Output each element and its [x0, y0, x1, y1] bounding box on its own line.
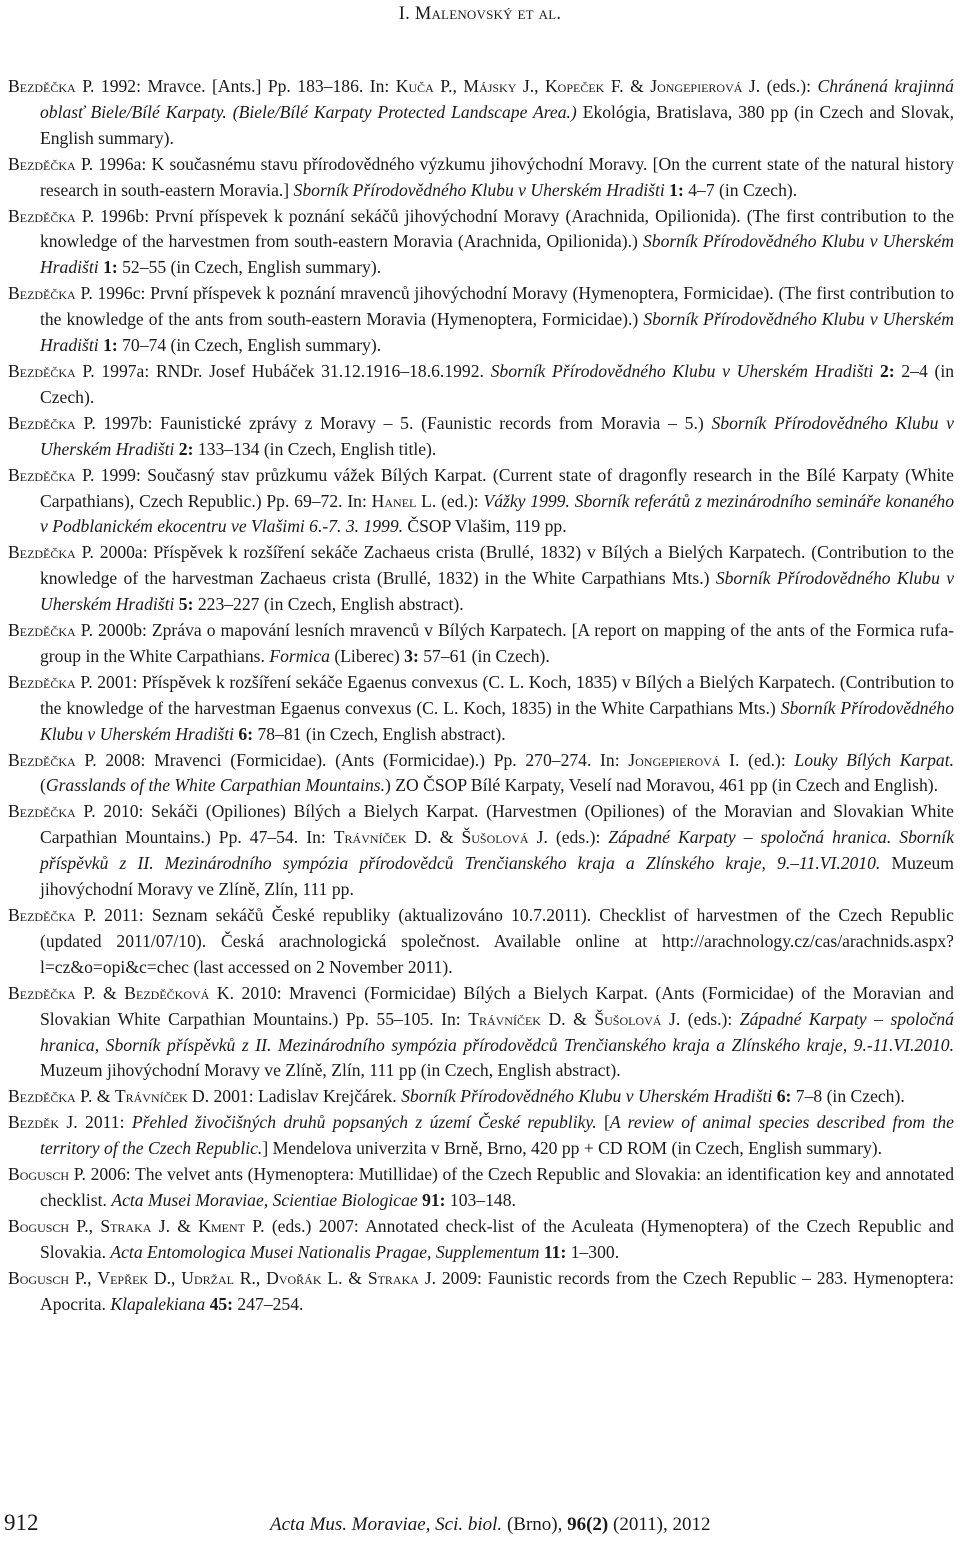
reference-entry: Bezděčka P. 1997b: Faunistické zprávy z Moravy – 5. (Faunistic records from Moravia – 5.) Sborník Přírodovědného Klubu v Uherském Hradišti 2: 133–134 (in Czech, English title). — [8, 412, 954, 459]
reference-entry: Bezděčka P. 1999: Současný stav průzkumu vážek Bílých Karpat. (Current state of dragonfly research in the Bílé Karpaty (White Carpathians), Czech Republic.) Pp. 69–72. In: Hanel L. (ed.): Vážky 1999. Sborník referátů z mezinárodního semináře konaného v Podblanickém ekocentru ve Vlašimi 6.-7. 3. 1999. ČSOP Vlašim, 119 pp. — [8, 464, 954, 537]
reference-entry: Bezděčka P. 2011: Seznam sekáčů České republiky (aktualizováno 10.7.2011). Checklist of harvestmen of the Czech Republic (updated 2011/07/10). Česká arachnologická společnost. Available online at http://arachnology.cz/cas/arachnids.aspx?l=cz&o=opi&c=chec (last accessed on 2 November 2011). — [8, 905, 954, 977]
reference-entry: Bezděčka P. 2001: Příspěvek k rozšíření sekáče Egaenus convexus (C. L. Koch, 1835) v Bílých a Bielých Karpatech. (Contribution to the knowledge of the harvestman Egaenus convexus (C. L. Koch, 1835) in the White Carpathians Mts.) Sborník Přírodovědného Klubu v Uherském Hradišti 6: 78–81 (in Czech, English abstract). — [8, 671, 955, 744]
reference-entry: Bezděčka P. & Bezděčková K. 2010: Mravenci (Formicidae) Bílých a Bielych Karpat. (Ants (Formicidae) of the Moravian and Slovakian White Carpathian Mountains.) Pp. 55–105. In: Trávníček D. & Šušolová J. (eds.): Západné Karpaty – spoločná hranica, Sborník příspěvků z II. Mezinárodního sympózia přírodovědců Trenčianského kraja a Zlínského kraje, 9.-11.VI.2010. Muzeum jihovýchodní Moravy ve Zlíně, Zlín, 111 pp (in Czech, English abstract). — [8, 982, 954, 1081]
journal-citation: Acta Mus. Moraviae, Sci. biol. (Brno), 96(2) (2011), 2012 — [270, 1514, 711, 1535]
reference-entry: Bezděk J. 2011: Přehled živočišných druhů popsaných z území České republiky. [A review of animal species described from the territory of the Czech Republic.] Mendelova univerzita v Brně, Brno, 420 pp + CD ROM (in Czech, English summary). — [8, 1112, 954, 1159]
reference-entry: Bezděčka P. 1997a: RNDr. Josef Hubáček 31.12.1916–18.6.1992. Sborník Přírodovědného Klubu v Uherském Hradišti 2: 2–4 (in Czech). — [8, 360, 955, 407]
reference-entry: Bezděčka P. 2000a: Příspěvek k rozšíření sekáče Zachaeus crista (Brullé, 1832) v Bílých a Bielých Karpatech. (Contribution to the knowledge of the harvestman Zachaeus crista (Brullé, 1832) in the White Carpathians Mts.) Sborník Přírodovědného Klubu v Uherském Hradišti 5: 223–227 (in Czech, English abstract). — [8, 542, 954, 615]
reference-entry: Bezděčka P. 2008: Mravenci (Formicidae). (Ants (Formicidae).) Pp. 270–274. In: Jongepierová I. (ed.): Louky Bílých Karpat. (Grasslands of the White Carpathian Mountains.) ZO ČSOP Bílé Karpaty, Veselí nad Moravou, 461 pp (in Czech and English). — [8, 749, 954, 796]
reference-list — [8, 74, 954, 1318]
reference-entry: Bogusch P. 2006: The velvet ants (Hymenoptera: Mutillidae) of the Czech Republic and Slovakia: an identification key and annotated checklist. Acta Musei Moraviae, Scientiae Biologicae 91: 103–148. — [8, 1164, 954, 1210]
reference-entry: Bogusch P., Vepřek D., Udržal R., Dvořák L. & Straka J. 2009: Faunistic records from the Czech Republic – 283. Hymenoptera: Apocrita. Klapalekiana 45: 247–254. — [8, 1267, 954, 1314]
reference-entry: Bezděčka P. 1996c: První příspevek k poznání mravenců jihovýchodní Moravy (Hymenoptera, Formicidae). (The first contribution to the knowledge of the ants from south-eastern Moravia (Hymenoptera, Formicidae).) Sborník Přírodovědného Klubu v Uherském Hradišti 1: 70–74 (in Czech, English summary). — [8, 283, 954, 356]
reference-entry: Bezděčka P. 2000b: Zpráva o mapování lesních mravenců v Bílých Karpatech. [A report on mapping of the ants of the Formica rufa-group in the White Carpathians. Formica (Liberec) 3: 57–61 (in Czech). — [8, 620, 954, 666]
running-head: I. Malenovský et al. — [398, 4, 562, 24]
reference-entry: Bezděčka P. 2010: Sekáči (Opiliones) Bílých a Bielych Karpat. (Harvestmen (Opiliones) of the Moravian and Slovakian White Carpathian Mountains.) Pp. 47–54. In: Trávníček D. & Šušolová J. (eds.): Západné Karpaty – spoločná hranica. Sborník příspěvků z II. Mezinárodního sympózia přírodovědců Trenčianského kraja a Zlínského kraje, 9.–11.VI.2010. Muzeum jihovýchodní Moravy ve Zlíně, Zlín, 111 pp. — [8, 801, 955, 900]
page-footer — [0, 1508, 960, 1542]
reference-entry: Bogusch P., Straka J. & Kment P. (eds.) 2007: Annotated check-list of the Aculeata (Hymenoptera) of the Czech Republic and Slovakia. Acta Entomologica Musei Nationalis Pragae, Supplementum 11: 1–300. — [8, 1215, 954, 1262]
reference-entry: Bezděčka P. 1992: Mravce. [Ants.] Pp. 183–186. In: Kuča P., Májsky J., Kopeček F. & Jongepierová J. (eds.): Chránená krajinná oblasť Biele/Bílé Karpaty. (Biele/Bílé Karpaty Protected Landscape Area.) Ekológia, Bratislava, 380 pp (in Czech and Slovak, English summary). — [8, 76, 954, 148]
reference-entry: Bezděčka P. & Trávníček D. 2001: Ladislav Krejčárek. Sborník Přírodovědného Klubu v Uherském Hradišti 6: 7–8 (in Czech). — [8, 1086, 905, 1107]
reference-entry: Bezděčka P. 1996a: K současnému stavu přírodovědného výzkumu jihovýchodní Moravy. [On the current state of the natural history research in south-eastern Moravia.] Sborník Přírodovědného Klubu v Uherském Hradišti 1: 4–7 (in Czech). — [8, 153, 954, 200]
page-number: 912 — [4, 1510, 39, 1535]
reference-entry: Bezděčka P. 1996b: První příspevek k poznání sekáčů jihovýchodní Moravy (Arachnida, Opilionida). (The first contribution to the knowledge of the harvestmen from south-eastern Moravia (Arachnida, Opilionida).) Sborník Přírodovědného Klubu v Uherském Hradišti 1: 52–55 (in Czech, English summary). — [8, 205, 954, 278]
